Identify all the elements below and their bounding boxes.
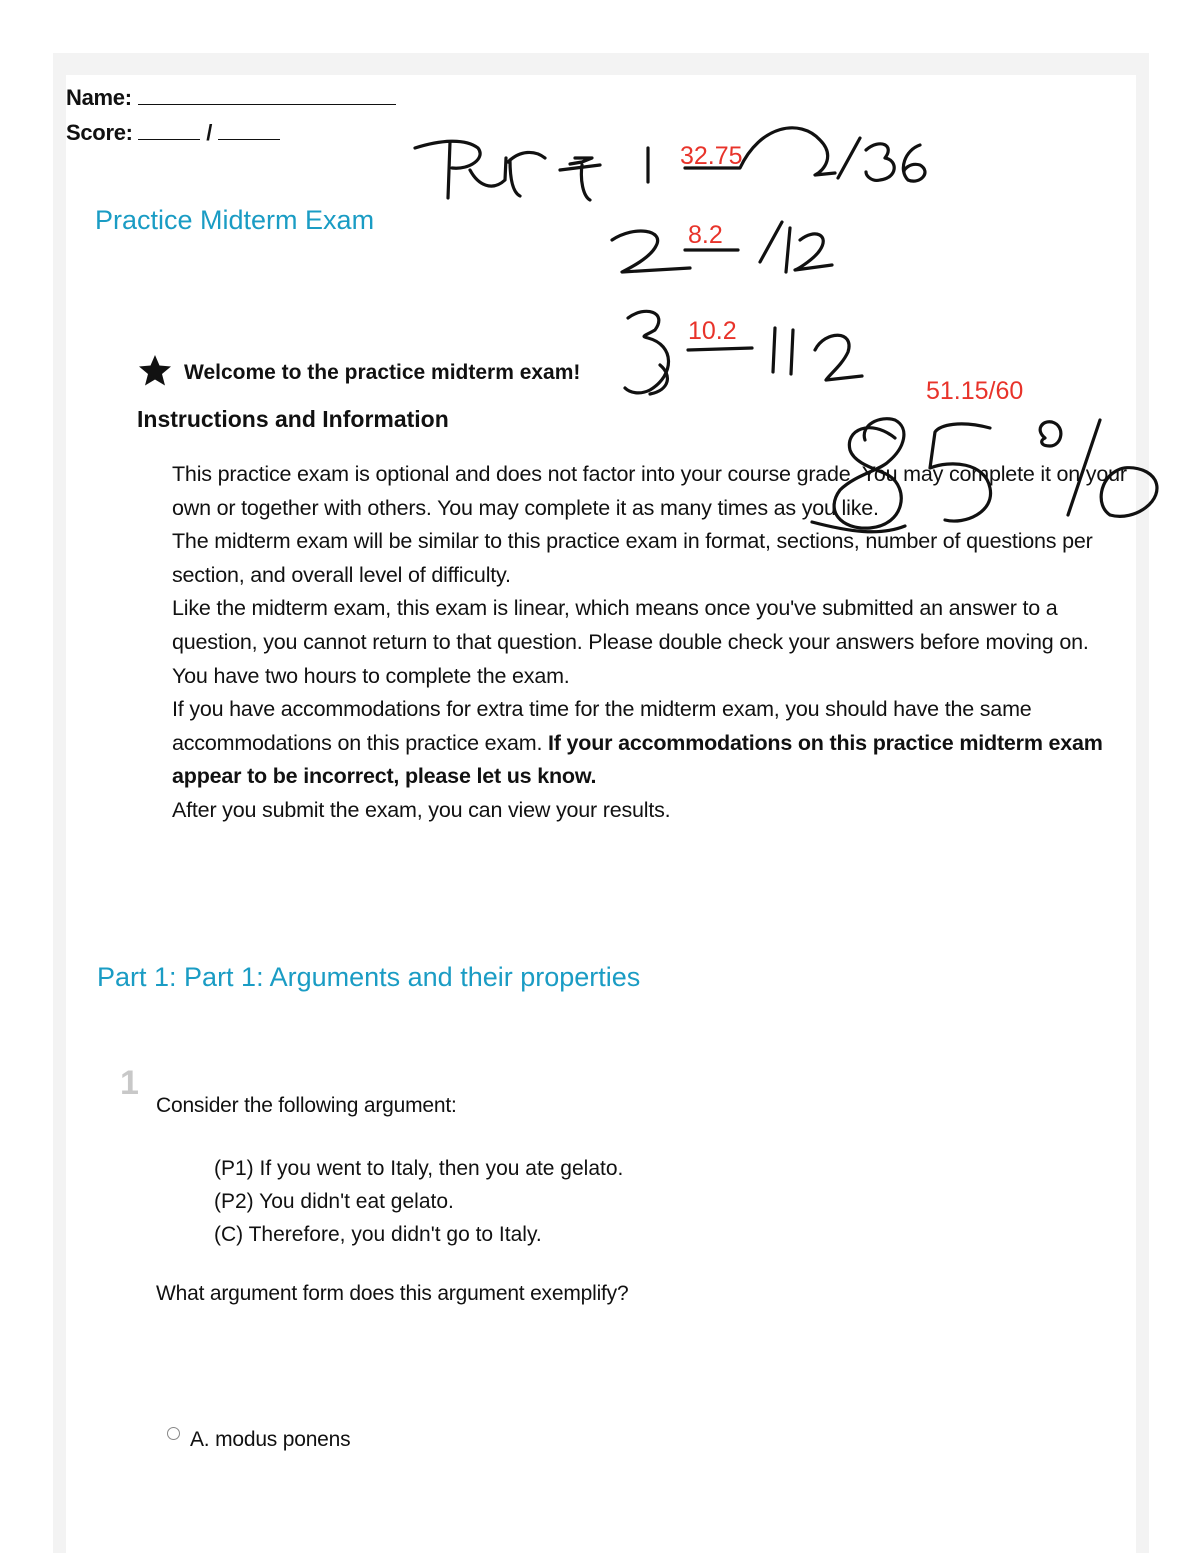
score-blank-earned [138,121,200,140]
score-line [66,120,280,146]
question-number: 1 [120,1064,139,1102]
instructions-para-1: This practice exam is optional and does not factor into your course grade. You may complete it on your own or together with others. You may complete it as many times as you like. [172,462,1127,520]
score-separator: / [206,120,213,145]
name-line [66,85,396,111]
argument-premises [214,1152,623,1251]
part-heading: Part 1: Part 1: Arguments and their properties [97,962,641,992]
instructions-para-4: You have two hours to complete the exam. [172,663,570,688]
part1-score: 32.75 [680,142,743,170]
question-intro: Consider the following argument: [156,1094,457,1117]
premise-1: (P1) If you went to Italy, then you ate gelato. [214,1157,624,1180]
radio-icon[interactable] [167,1427,180,1440]
premise-2: (P2) You didn't eat gelato. [214,1190,454,1213]
accommodations-text: If you have accommodations for extra time for the midterm exam, you should have the same accommodations on this practice exam. [172,697,1032,755]
accommodations-bold-text: If your accommodations on this practice midterm exam appear to be incorrect, please let us know. [172,730,1103,789]
question-prompt: What argument form does this argument exemplify? [156,1282,629,1305]
welcome-text: Welcome to the practice midterm exam! [184,361,581,384]
instructions-para-5 [172,693,1137,794]
instructions-heading: Instructions and Information [137,406,449,432]
instructions-para-3: Like the midterm exam, this exam is linear, which means once you've submitted an answer to a question, you cannot return to that question. Please double check your answers before moving on. [172,596,1089,654]
part3-score: 10.2 [688,317,737,345]
welcome-line [138,354,580,386]
part2-score: 8.2 [688,221,723,249]
instructions-body [172,458,1137,828]
score-blank-total [218,121,280,140]
exam-title: Practice Midterm Exam [95,205,375,235]
instructions-para-2: The midterm exam will be similar to this practice exam in format, sections, number of questions per section, and overall level of difficulty. [172,529,1093,587]
name-label: Name: [66,85,132,110]
name-blank [138,86,396,105]
total-score: 51.15/60 [926,377,1024,405]
option-a-label[interactable]: A. modus ponens [190,1428,351,1451]
conclusion: (C) Therefore, you didn't go to Italy. [214,1223,542,1246]
star-icon [138,354,172,386]
score-label: Score: [66,120,133,145]
instructions-para-6: After you submit the exam, you can view your results. [172,797,671,822]
